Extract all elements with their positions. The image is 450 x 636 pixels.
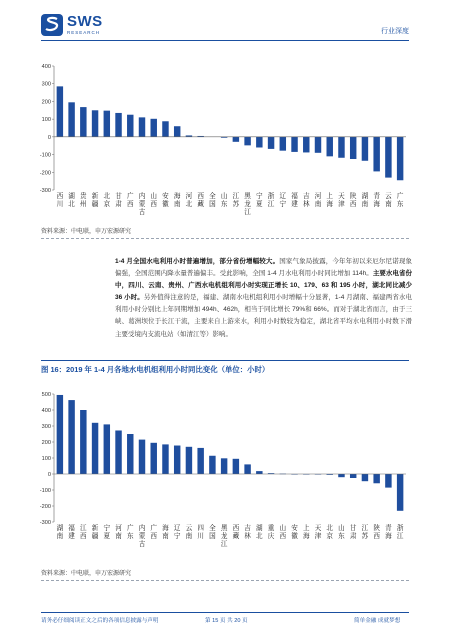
bar — [397, 474, 403, 511]
x-tick-label: 龙 — [244, 200, 251, 208]
bar — [162, 444, 168, 474]
y-tick-label: -300 — [39, 188, 51, 194]
x-tick-label: 藏 — [197, 200, 204, 208]
bar — [373, 474, 379, 483]
chart-1-source: 资料来源：中电联，申万宏源研究 — [41, 229, 132, 235]
header-rule — [41, 40, 409, 41]
x-tick-label: 疆 — [91, 532, 99, 540]
y-tick-label: 0 — [47, 134, 51, 141]
x-tick-label: 夏 — [103, 532, 111, 540]
bar — [221, 458, 227, 474]
x-tick-label: 山 — [338, 524, 345, 532]
footer-slogan: 简单金融 成就梦想 — [354, 618, 401, 624]
bar — [327, 137, 333, 156]
bar — [139, 117, 145, 136]
x-tick-label: 宁 — [173, 532, 181, 540]
y-tick-label: 200 — [41, 99, 51, 106]
bar — [397, 137, 403, 180]
x-tick-label: 福 — [68, 524, 75, 532]
x-tick-label: 内 — [138, 524, 146, 532]
x-tick-label: 徽 — [291, 532, 298, 540]
x-tick-label: 西 — [349, 200, 357, 208]
x-tick-label: 江 — [80, 524, 87, 532]
x-tick-label: 山 — [150, 192, 158, 200]
bar — [115, 430, 121, 474]
page-header — [0, 0, 450, 44]
x-tick-label: 西 — [80, 532, 87, 540]
bar — [233, 137, 239, 142]
bar — [57, 395, 63, 474]
x-tick-label: 疆 — [91, 200, 99, 208]
x-tick-label: 海 — [326, 200, 334, 208]
x-tick-label: 蒙 — [138, 200, 146, 208]
x-tick-label: 北 — [185, 200, 193, 208]
x-tick-label: 夏 — [256, 200, 263, 208]
logo-text: SWS — [67, 13, 103, 30]
x-tick-label: 南 — [361, 200, 369, 208]
paragraph-bold-2: 主要水电省份中，四川、云南、贵州、广西水电机组利用小时实现正增长 10、179、63 和 195 小时，湖北同比减少 36 小时。 — [115, 270, 413, 302]
footer-page-number: 第 15 页 共 20 页 — [205, 618, 248, 624]
y-tick-label: -200 — [39, 504, 51, 510]
x-tick-label: 南 — [385, 200, 392, 208]
x-tick-label: 青 — [373, 192, 380, 200]
x-tick-label: 西 — [150, 200, 158, 208]
x-tick-label: 广 — [396, 192, 404, 200]
bar — [162, 121, 168, 137]
bar — [385, 474, 391, 488]
x-tick-label: 林 — [244, 532, 251, 540]
x-tick-label: 北 — [256, 532, 263, 540]
x-tick-label: 江 — [232, 192, 240, 200]
x-tick-label: 北 — [326, 524, 334, 532]
x-tick-label: 上 — [302, 524, 310, 532]
body-paragraph — [115, 256, 412, 341]
x-tick-label: 建 — [291, 200, 298, 208]
bar — [151, 443, 157, 474]
x-tick-label: 肃 — [349, 532, 357, 540]
bar — [291, 137, 297, 152]
x-tick-label: 四 — [197, 524, 204, 532]
y-tick-label: 100 — [41, 117, 51, 124]
y-tick-label: -100 — [39, 488, 51, 494]
logo-subtext: RESEARCH — [67, 30, 101, 35]
bar — [256, 471, 262, 474]
x-tick-label: 安 — [291, 524, 298, 532]
divider — [41, 238, 409, 239]
sws-logo — [41, 14, 103, 36]
x-tick-label: 国 — [209, 200, 216, 208]
bar — [127, 115, 133, 137]
bar — [127, 434, 133, 474]
x-tick-label: 南 — [56, 532, 64, 540]
x-tick-label: 甘 — [349, 524, 357, 532]
x-tick-label: 西 — [126, 200, 134, 208]
x-tick-label: 全 — [209, 524, 216, 532]
y-tick-label: -100 — [39, 152, 51, 159]
bar — [362, 137, 368, 161]
figure-16-title: 图 16：2019 年 1-4 月各地水电机组利用小时同比变化（单位：小时） — [41, 360, 409, 374]
x-tick-label: 西 — [150, 532, 158, 540]
x-tick-label: 河 — [314, 192, 322, 200]
x-tick-label: 河 — [185, 192, 193, 200]
x-tick-label: 肃 — [115, 200, 122, 208]
x-tick-label: 海 — [385, 532, 392, 540]
bar — [151, 119, 157, 137]
x-tick-label: 福 — [291, 192, 298, 200]
x-tick-label: 湖 — [68, 192, 75, 200]
x-tick-label: 黑 — [220, 524, 228, 532]
bar — [186, 447, 192, 474]
bar — [92, 423, 98, 474]
x-tick-label: 蒙 — [138, 532, 146, 540]
bar — [209, 456, 215, 474]
y-tick-label: 300 — [41, 424, 51, 430]
x-tick-label: 南 — [314, 200, 322, 208]
x-tick-label: 川 — [56, 200, 64, 208]
x-tick-label: 东 — [338, 532, 345, 540]
x-tick-label: 青 — [385, 524, 392, 532]
x-tick-label: 古 — [138, 208, 146, 216]
divider — [41, 580, 409, 581]
y-tick-label: 400 — [41, 64, 51, 70]
x-tick-label: 河 — [115, 524, 122, 532]
section-tag: 行业深度 — [381, 28, 409, 35]
x-tick-label: 南 — [115, 532, 122, 540]
x-tick-label: 山 — [220, 192, 228, 200]
x-tick-label: 广 — [126, 524, 134, 532]
footer-disclaimer: 请务必仔细阅读正文之后的各项信息披露与声明 — [41, 618, 159, 624]
x-tick-label: 全 — [209, 192, 216, 200]
bar — [174, 446, 180, 474]
y-tick-label: -300 — [39, 520, 51, 526]
chart-2-hydro-change — [30, 388, 410, 558]
x-tick-label: 州 — [80, 200, 87, 208]
x-tick-label: 广 — [126, 192, 134, 200]
x-tick-label: 湖 — [256, 524, 263, 532]
bar — [115, 113, 121, 137]
x-tick-label: 甘 — [115, 192, 122, 200]
bar — [303, 137, 309, 153]
paragraph-text-1: 国家气象局披露，今年年初以来厄尔尼诺现象偏强，全国范围内降水量普遍偏丰。受此影响，全国 1-4 月水电利用小时同比增加 114h。 — [115, 258, 413, 278]
bar — [233, 459, 239, 474]
x-tick-label: 建 — [68, 532, 75, 540]
x-tick-label: 浙 — [267, 192, 275, 200]
bar — [385, 137, 391, 178]
x-tick-label: 西 — [197, 192, 204, 200]
bar — [244, 464, 250, 474]
bar — [338, 474, 344, 477]
x-tick-label: 苏 — [361, 532, 369, 540]
x-tick-label: 国 — [209, 532, 216, 540]
x-tick-label: 内 — [138, 192, 146, 200]
bar — [256, 137, 262, 148]
x-tick-label: 南 — [173, 200, 181, 208]
paragraph-lead: 1-4 月全国水电利用小时普遍增加，部分省份增幅较大。 — [115, 258, 280, 265]
bar — [92, 110, 98, 137]
x-tick-label: 云 — [185, 524, 193, 532]
bar — [104, 111, 110, 137]
x-tick-label: 陕 — [373, 524, 380, 532]
bar — [139, 440, 145, 474]
sws-logo-icon — [41, 14, 63, 36]
x-tick-label: 江 — [396, 532, 404, 540]
bar — [373, 137, 379, 172]
bar — [362, 474, 368, 481]
x-tick-label: 新 — [91, 192, 99, 200]
y-tick-label: 0 — [47, 472, 51, 478]
x-tick-label: 徽 — [162, 200, 169, 208]
y-tick-label: 500 — [41, 392, 51, 398]
x-tick-label: 海 — [173, 192, 181, 200]
x-tick-label: 南 — [162, 532, 169, 540]
x-tick-label: 古 — [138, 540, 146, 548]
x-tick-label: 东 — [396, 200, 404, 208]
x-tick-label: 津 — [338, 200, 345, 208]
x-tick-label: 江 — [361, 524, 369, 532]
chart-2-source: 资料来源：中电联，申万宏源研究 — [41, 571, 132, 577]
x-tick-label: 江 — [244, 208, 251, 216]
x-tick-label: 西 — [232, 524, 240, 532]
footer-rule — [41, 612, 409, 613]
x-tick-label: 苏 — [232, 200, 240, 208]
bar — [104, 424, 110, 474]
x-tick-label: 辽 — [279, 192, 287, 200]
x-tick-label: 津 — [314, 532, 322, 540]
x-tick-label: 新 — [91, 524, 99, 532]
x-tick-label: 天 — [338, 192, 345, 200]
bar — [197, 448, 203, 474]
x-tick-label: 西 — [373, 532, 380, 540]
bar — [350, 137, 356, 159]
x-tick-label: 黑 — [244, 192, 251, 200]
bar — [68, 400, 74, 474]
x-tick-label: 北 — [103, 192, 111, 200]
x-tick-label: 宁 — [256, 192, 263, 200]
x-tick-label: 江 — [220, 540, 228, 548]
x-tick-label: 海 — [302, 532, 310, 540]
bar — [244, 137, 250, 146]
x-tick-label: 湖 — [56, 524, 64, 532]
x-tick-label: 宁 — [103, 524, 111, 532]
x-tick-label: 海 — [162, 524, 169, 532]
x-tick-label: 山 — [279, 524, 287, 532]
x-tick-label: 川 — [197, 532, 204, 540]
x-tick-label: 江 — [267, 200, 275, 208]
x-tick-label: 西 — [279, 532, 287, 540]
x-tick-label: 海 — [373, 200, 380, 208]
x-tick-label: 辽 — [173, 524, 181, 532]
bar — [280, 137, 286, 151]
bar — [315, 137, 321, 153]
x-tick-label: 南 — [185, 532, 193, 540]
x-tick-label: 藏 — [232, 532, 240, 540]
x-tick-label: 林 — [302, 200, 310, 208]
x-tick-label: 上 — [326, 192, 334, 200]
bar — [80, 410, 86, 474]
x-tick-label: 吉 — [302, 192, 310, 200]
x-tick-label: 广 — [150, 524, 158, 532]
y-tick-label: 200 — [41, 440, 51, 446]
x-tick-label: 贵 — [80, 192, 87, 200]
bar — [350, 474, 356, 478]
y-tick-label: 100 — [41, 456, 51, 462]
x-tick-label: 云 — [385, 192, 392, 200]
x-tick-label: 北 — [68, 200, 75, 208]
x-tick-label: 东 — [126, 532, 134, 540]
x-tick-label: 龙 — [220, 532, 228, 540]
chart-1-hydro-change — [30, 60, 410, 225]
bar — [338, 137, 344, 158]
bar — [174, 126, 180, 137]
x-tick-label: 陕 — [349, 192, 357, 200]
x-tick-label: 吉 — [244, 524, 251, 532]
bar — [68, 102, 74, 137]
x-tick-label: 重 — [267, 524, 275, 532]
x-tick-label: 湖 — [361, 192, 369, 200]
bar — [80, 107, 86, 137]
y-tick-label: 300 — [41, 81, 51, 88]
y-tick-label: 400 — [41, 408, 51, 414]
paragraph-text-3: 另外值得注意的是，福建、湖南水电机组利用小时增幅十分显著，1-4 月湖南、福建两省水电利用小时分别比上年同期增加 494h、462h，相当于同比增长 79%和 66%。而对于湖北省而言，由于三峡、葛洲坝位于长江干流，主要来自上游来水，利用小时数较为稳定，湖北省平均水电利用小时数下滑主要受境内支流电站（如清江等）影响。 — [115, 294, 412, 338]
x-tick-label: 宁 — [279, 200, 287, 208]
x-tick-label: 天 — [314, 524, 322, 532]
bar — [57, 86, 63, 136]
x-tick-label: 西 — [56, 192, 64, 200]
x-tick-label: 浙 — [396, 524, 404, 532]
x-tick-label: 庆 — [267, 532, 275, 540]
x-tick-label: 东 — [220, 200, 228, 208]
x-tick-label: 安 — [162, 192, 169, 200]
x-tick-label: 京 — [326, 532, 334, 540]
y-tick-label: -200 — [39, 170, 51, 177]
bar — [268, 137, 274, 149]
x-tick-label: 京 — [103, 200, 111, 208]
